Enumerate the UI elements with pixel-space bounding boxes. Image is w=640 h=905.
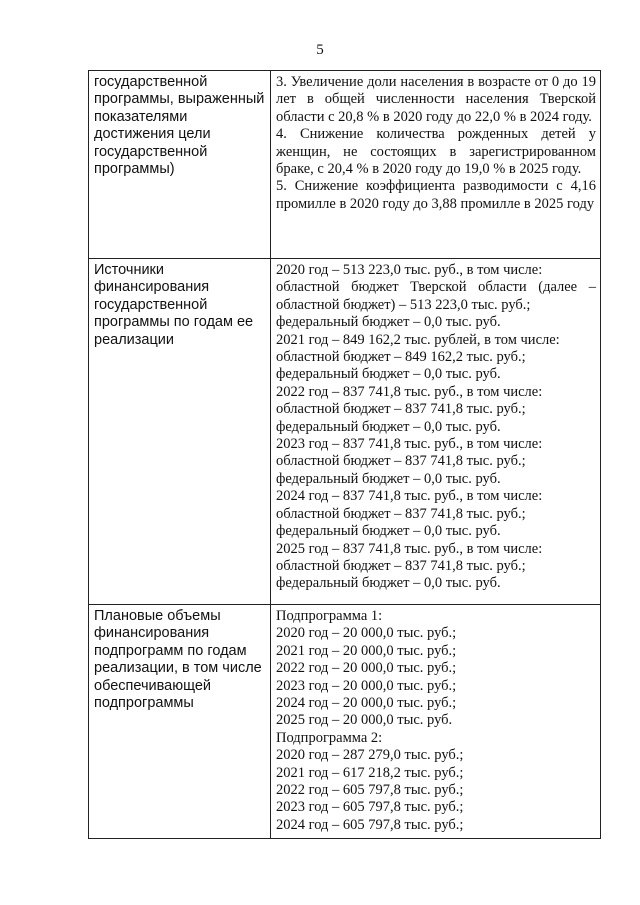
subprogram-line: 2020 год – 287 279,0 тыс. руб.; (276, 747, 464, 764)
row-value-funding-sources (271, 259, 601, 605)
funding-line: областной бюджет – 849 162,2 тыс. руб.; (276, 349, 526, 366)
subprogram-line: 2023 год – 605 797,8 тыс. руб.; (276, 799, 464, 816)
funding-line: федеральный бюджет – 0,0 тыс. руб. (276, 418, 501, 435)
subprogram-line: 2022 год – 605 797,8 тыс. руб.; (276, 782, 464, 799)
subprogram-line: 2021 год – 20 000,0 тыс. руб.; (276, 642, 457, 659)
funding-line: 2020 год – 513 223,0 тыс. руб., в том числе: (276, 262, 543, 278)
program-passport-table (88, 70, 601, 839)
funding-line: 2022 год – 837 741,8 тыс. руб., в том числе: (276, 383, 543, 400)
funding-line: 2025 год – 837 741,8 тыс. руб., в том числе: (276, 540, 543, 557)
goal-item: 5. Снижение коэффициента разводимости с 4,16 промилле в 2020 году до 3,88 промилле в 2025 году (276, 178, 596, 212)
funding-line: 2021 год – 849 162,2 тыс. рублей, в том числе: (276, 331, 560, 348)
row-label-subprogram-volumes: Плановые объемы финансирования подпрограмм по годам реализации, в том числе обеспечивающей подпрограммы (89, 605, 271, 839)
funding-line: федеральный бюджет – 0,0 тыс. руб. (276, 314, 501, 331)
page-number: 5 (316, 42, 324, 58)
subprogram-line: 2025 год – 20 000,0 тыс. руб. (276, 712, 453, 729)
subprogram-line: Подпрограмма 1: (276, 608, 383, 624)
funding-line: областной бюджет – 837 741,8 тыс. руб.; (276, 557, 526, 574)
row-label-funding-sources: Источники финансирования государственной программы по годам ее реализации (89, 259, 271, 605)
funding-line: 2024 год – 837 741,8 тыс. руб., в том числе: (276, 488, 543, 505)
subprogram-line: 2024 год – 20 000,0 тыс. руб.; (276, 695, 457, 712)
table-row-funding-sources (89, 259, 601, 605)
subprogram-line: 2024 год – 605 797,8 тыс. руб.; (276, 816, 464, 833)
subprogram-line: 2021 год – 617 218,2 тыс. руб.; (276, 764, 464, 781)
subprogram-line: 2020 год – 20 000,0 тыс. руб.; (276, 625, 457, 642)
funding-line: федеральный бюджет – 0,0 тыс. руб. (276, 575, 501, 592)
row-value-goals (271, 71, 601, 259)
row-label-goals: государственной программы, выраженный показателями достижения цели государственной программы) (89, 71, 271, 259)
goal-item: 3. Увеличение доли населения в возрасте от 0 до 19 лет в общей численности населения Тверской области с 20,8 % в 2020 году до 22,0 % в 2024 году. (276, 74, 596, 125)
funding-line: областной бюджет – 837 741,8 тыс. руб.; (276, 505, 526, 522)
goal-item: 4. Снижение количества рожденных детей у женщин, не состоящих в зарегистрированном браке, с 20,4 % в 2020 году до 19,0 % в 2025 году. (276, 126, 596, 178)
funding-line: федеральный бюджет – 0,0 тыс. руб. (276, 470, 501, 487)
funding-line: областной бюджет – 837 741,8 тыс. руб.; (276, 453, 526, 470)
subprogram-line: Подпрограмма 2: (276, 729, 383, 746)
funding-line: областной бюджет – 837 741,8 тыс. руб.; (276, 401, 526, 418)
funding-line: федеральный бюджет – 0,0 тыс. руб. (276, 523, 501, 540)
table-row-goals (89, 71, 601, 259)
funding-line: федеральный бюджет – 0,0 тыс. руб. (276, 366, 501, 383)
table-row-subprogram-volumes (89, 605, 601, 839)
subprogram-line: 2022 год – 20 000,0 тыс. руб.; (276, 660, 457, 677)
funding-line: областной бюджет Тверской области (далее – областной бюджет) – 513 223,0 тыс. руб.; (276, 279, 596, 313)
subprogram-line: 2023 год – 20 000,0 тыс. руб.; (276, 677, 457, 694)
row-value-subprogram-volumes (271, 605, 601, 839)
funding-line: 2023 год – 837 741,8 тыс. руб., в том числе: (276, 436, 543, 453)
